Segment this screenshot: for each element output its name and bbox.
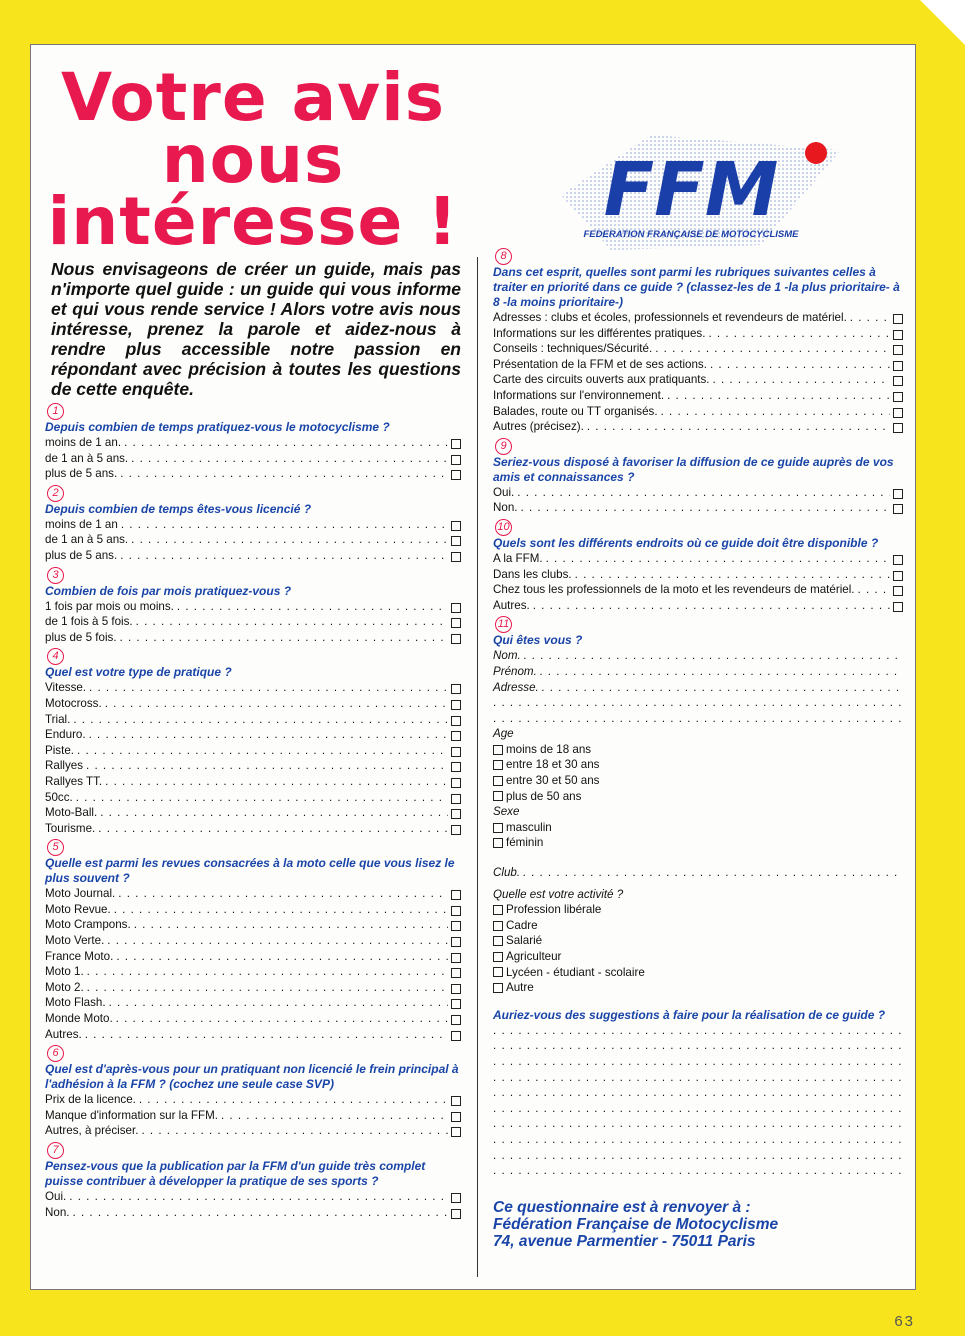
option-row[interactable]: Moto Verte. . . . xyxy=(45,933,461,949)
checkbox[interactable] xyxy=(451,1127,461,1137)
option-row[interactable]: Oui. . . . xyxy=(493,485,903,501)
question-text: Seriez-vous disposé à favoriser la diffusion de ce guide auprès de vos amis et connaissances ? xyxy=(493,454,894,484)
option-row[interactable]: Informations sur les différentes pratiques. . . . xyxy=(493,326,903,342)
option-row[interactable]: de 1 fois à 5 fois. . . . xyxy=(45,614,461,630)
option-row[interactable]: Autres. . . . xyxy=(493,598,903,614)
question-9 xyxy=(493,436,903,516)
option-row[interactable]: plus de 5 ans. . . . xyxy=(45,548,461,564)
option-row[interactable]: plus de 5 fois. . . . xyxy=(45,630,461,646)
option-row[interactable]: Prix de la licence. . . . xyxy=(45,1092,461,1108)
option-row[interactable]: Autres, à préciser. . . . xyxy=(45,1123,461,1139)
return-address xyxy=(493,1199,903,1250)
logo-dot xyxy=(805,142,827,164)
question-6 xyxy=(45,1043,461,1139)
option-row[interactable]: Moto Crampons. . . . xyxy=(45,917,461,933)
checkbox[interactable] xyxy=(451,536,461,546)
checkbox[interactable] xyxy=(451,999,461,1009)
checkbox[interactable] xyxy=(451,984,461,994)
option-row[interactable]: Moto Journal. . . . xyxy=(45,886,461,902)
activite-option[interactable]: Profession libérale xyxy=(493,902,903,918)
option-row[interactable]: Rallyes TT. . . . xyxy=(45,774,461,790)
option-row[interactable]: Moto Flash. . . . xyxy=(45,995,461,1011)
suggestions-lines[interactable] xyxy=(493,1023,903,1179)
option-row[interactable]: A la FFM. . . . xyxy=(493,551,903,567)
option-row[interactable]: moins de 1 an. . . . xyxy=(45,435,461,451)
option-row[interactable]: Dans les clubs. . . . xyxy=(493,567,903,583)
option-row[interactable]: Moto 2. . . . xyxy=(45,980,461,996)
option-row[interactable]: Autres. . . . xyxy=(45,1027,461,1043)
questionnaire-sheet xyxy=(30,44,916,1290)
question-text: Quel est d'après-vous pour un pratiquant non licencié le frein principal à l'adhésion à la FFM ? (cochez une seule case SVP) xyxy=(45,1062,459,1092)
checkbox[interactable] xyxy=(493,983,503,993)
checkbox[interactable] xyxy=(493,776,503,786)
question-number: 10 xyxy=(495,519,512,536)
checkbox[interactable] xyxy=(893,586,903,596)
question-text: Quel est votre type de pratique ? xyxy=(45,665,232,680)
checkbox[interactable] xyxy=(451,1112,461,1122)
option-row[interactable]: Oui. . . . xyxy=(45,1189,461,1205)
option-row[interactable]: Moto Revue. . . . xyxy=(45,902,461,918)
checkbox[interactable] xyxy=(893,330,903,340)
checkbox[interactable] xyxy=(451,906,461,916)
activite-option[interactable]: Lycéen - étudiant - scolaire xyxy=(493,965,903,981)
checkbox[interactable] xyxy=(493,921,503,931)
activite-option[interactable]: Agriculteur xyxy=(493,949,903,965)
return-line-2: Fédération Française de Motocyclisme xyxy=(493,1215,779,1233)
age-option[interactable]: moins de 18 ans xyxy=(493,742,903,758)
checkbox[interactable] xyxy=(493,791,503,801)
option-row[interactable]: Moto-Ball. . . . xyxy=(45,805,461,821)
nom-field[interactable]: Nom. . . . xyxy=(493,648,903,664)
option-row[interactable]: Balades, route ou TT organisés. . . . xyxy=(493,404,903,420)
checkbox[interactable] xyxy=(451,521,461,531)
checkbox[interactable] xyxy=(451,439,461,449)
question-8 xyxy=(493,246,903,435)
option-row[interactable]: Autres (précisez). . . . xyxy=(493,419,903,435)
question-1 xyxy=(45,401,461,482)
question-7 xyxy=(45,1140,461,1220)
option-row[interactable]: Carte des circuits ouverts aux pratiquants. . . . xyxy=(493,372,903,388)
option-row[interactable]: Piste. . . . xyxy=(45,743,461,759)
option-row[interactable]: 1 fois par mois ou moins. . . . xyxy=(45,599,461,615)
checkbox[interactable] xyxy=(893,361,903,371)
checkbox[interactable] xyxy=(451,825,461,835)
adresse-line[interactable] xyxy=(493,711,903,727)
prenom-field[interactable]: Prénom. . . . xyxy=(493,664,903,680)
checkbox[interactable] xyxy=(451,470,461,480)
option-row[interactable]: Conseils : techniques/Sécurité. . . . xyxy=(493,341,903,357)
checkbox[interactable] xyxy=(493,936,503,946)
checkbox[interactable] xyxy=(451,937,461,947)
adresse-line[interactable] xyxy=(493,695,903,711)
sexe-option[interactable]: féminin xyxy=(493,835,903,851)
checkbox[interactable] xyxy=(893,376,903,386)
activite-label: Quelle est votre activité ? xyxy=(493,887,624,901)
option-row[interactable]: Informations sur l'environnement. . . . xyxy=(493,388,903,404)
option-row[interactable]: France Moto. . . . xyxy=(45,949,461,965)
title-line-1: Votre avis xyxy=(60,59,446,136)
option-row[interactable]: plus de 5 ans. . . . xyxy=(45,466,461,482)
option-row[interactable]: Vitesse. . . . xyxy=(45,680,461,696)
question-number: 7 xyxy=(47,1142,64,1159)
checkbox[interactable] xyxy=(893,408,903,418)
question-number: 4 xyxy=(47,648,64,665)
adresse-field[interactable]: Adresse. . . . xyxy=(493,680,903,696)
checkbox[interactable] xyxy=(451,778,461,788)
checkbox[interactable] xyxy=(893,489,903,499)
option-row[interactable]: Non. . . . xyxy=(45,1205,461,1221)
option-row[interactable]: Trial. . . . xyxy=(45,712,461,728)
checkbox[interactable] xyxy=(451,809,461,819)
checkbox[interactable] xyxy=(451,1193,461,1203)
checkbox[interactable] xyxy=(493,905,503,915)
checkbox[interactable] xyxy=(893,423,903,433)
title-line-3: intéresse ! xyxy=(47,183,459,260)
question-text: Dans cet esprit, quelles sont parmi les rubriques suivantes celles à traiter en priorité dans ce guide ? (classez-les de 1 -la plus prioritaire- à 8 -la moins prioritaire-) xyxy=(493,265,900,309)
checkbox[interactable] xyxy=(493,838,503,848)
checkbox[interactable] xyxy=(493,745,503,755)
option-row[interactable]: Rallyes . . . xyxy=(45,758,461,774)
logo-subtitle: FEDERATION FRANÇAISE DE MOTOCYCLISME xyxy=(583,229,799,240)
checkbox[interactable] xyxy=(893,314,903,324)
checkbox[interactable] xyxy=(893,602,903,612)
question-3 xyxy=(45,565,461,646)
return-line-3: 74, avenue Parmentier - 75011 Paris xyxy=(493,1232,756,1250)
question-11 xyxy=(493,614,903,995)
question-text: Depuis combien de temps êtes-vous licencié ? xyxy=(45,501,312,516)
activite-option[interactable]: Autre xyxy=(493,980,903,996)
checkbox[interactable] xyxy=(451,747,461,757)
checkbox[interactable] xyxy=(451,700,461,710)
checkbox[interactable] xyxy=(451,794,461,804)
sexe-label: Sexe xyxy=(493,805,520,819)
checkbox[interactable] xyxy=(451,716,461,726)
option-row[interactable]: Chez tous les professionnels de la moto et les revendeurs de matériel. . . . xyxy=(493,582,903,598)
question-4 xyxy=(45,646,461,836)
question-text: Depuis combien de temps pratiquez-vous le motocyclisme ? xyxy=(45,420,390,434)
checkbox[interactable] xyxy=(451,968,461,978)
sexe-option[interactable]: masculin xyxy=(493,820,903,836)
option-row[interactable]: Non. . . . xyxy=(493,500,903,516)
age-option[interactable]: entre 18 et 30 ans xyxy=(493,757,903,773)
checkbox[interactable] xyxy=(451,731,461,741)
checkbox[interactable] xyxy=(893,392,903,402)
checkbox[interactable] xyxy=(451,603,461,613)
question-text: Quels sont les différents endroits où ce guide doit être disponible ? xyxy=(493,535,879,550)
checkbox[interactable] xyxy=(451,455,461,465)
checkbox[interactable] xyxy=(451,921,461,931)
right-column xyxy=(493,245,903,1250)
checkbox[interactable] xyxy=(893,345,903,355)
question-number: 5 xyxy=(47,839,64,856)
option-row[interactable]: Motocross. . . . xyxy=(45,696,461,712)
club-field[interactable]: Club. . . . xyxy=(493,865,903,881)
checkbox[interactable] xyxy=(451,762,461,772)
checkbox[interactable] xyxy=(451,552,461,562)
intro-text: Nous envisageons de créer un guide, mais pas n'importe quel guide : un guide qui vous informe et qui vous rende service ! Alors votre avis nous intéresse, prenez la parole et aidez-nous à rendre plus accessible notre passion en répondant avec précision à toutes les questions de cette enquête. xyxy=(51,259,461,399)
question-number: 11 xyxy=(495,616,512,633)
checkbox[interactable] xyxy=(451,890,461,900)
checkbox[interactable] xyxy=(451,1096,461,1106)
page-number: 63 xyxy=(894,1313,915,1330)
checkbox[interactable] xyxy=(493,967,503,977)
question-number: 9 xyxy=(495,438,512,455)
question-number: 2 xyxy=(47,485,64,502)
checkbox[interactable] xyxy=(451,953,461,963)
left-column xyxy=(45,53,461,1220)
checkbox[interactable] xyxy=(493,952,503,962)
option-row[interactable]: Tourisme. . . . xyxy=(45,821,461,837)
option-row[interactable]: Adresses : clubs et écoles, professionnels et revendeurs de matériel. . . . xyxy=(493,310,903,326)
title-line-2: nous xyxy=(161,121,345,198)
checkbox[interactable] xyxy=(893,555,903,565)
page-corner xyxy=(920,0,965,45)
page-title xyxy=(45,59,461,260)
option-row[interactable]: 50cc. . . . xyxy=(45,790,461,806)
checkbox[interactable] xyxy=(451,1209,461,1219)
question-text: Quelle est parmi les revues consacrées à la moto celle que vous lisez le plus souvent ? xyxy=(45,856,455,886)
question-2 xyxy=(45,483,461,564)
logo-text: FFM xyxy=(603,147,779,233)
checkbox[interactable] xyxy=(451,1031,461,1041)
checkbox[interactable] xyxy=(893,571,903,581)
question-5 xyxy=(45,837,461,1042)
checkbox[interactable] xyxy=(493,823,503,833)
question-number: 3 xyxy=(47,567,64,584)
age-label: Age xyxy=(493,727,514,741)
age-option[interactable]: entre 30 et 50 ans xyxy=(493,773,903,789)
option-row[interactable]: Enduro. . . . xyxy=(45,727,461,743)
option-row[interactable]: de 1 an à 5 ans. . . . xyxy=(45,451,461,467)
checkbox[interactable] xyxy=(451,684,461,694)
option-row[interactable]: Manque d'information sur la FFM. . . . xyxy=(45,1108,461,1124)
age-option[interactable]: plus de 50 ans xyxy=(493,789,903,805)
option-row[interactable]: Moto 1. . . . xyxy=(45,964,461,980)
checkbox[interactable] xyxy=(493,760,503,770)
activite-option[interactable]: Salarié xyxy=(493,933,903,949)
activite-option[interactable]: Cadre xyxy=(493,918,903,934)
question-text: Qui êtes vous ? xyxy=(493,633,583,648)
checkbox[interactable] xyxy=(451,1015,461,1025)
return-line-1: Ce questionnaire est à renvoyer à : xyxy=(493,1198,751,1216)
question-number: 6 xyxy=(47,1045,64,1062)
question-text: Pensez-vous que la publication par la FFM d'un guide très complet puisse contribuer à développer la pratique de ses sports ? xyxy=(45,1159,426,1188)
option-row[interactable]: moins de 1 an . . . xyxy=(45,517,461,533)
question-number: 8 xyxy=(495,248,512,265)
question-10 xyxy=(493,517,903,613)
checkbox[interactable] xyxy=(451,634,461,644)
column-divider xyxy=(477,257,478,1277)
ffm-logo xyxy=(541,115,841,255)
option-row[interactable]: de 1 an à 5 ans. . . . xyxy=(45,532,461,548)
question-text: Combien de fois par mois pratiquez-vous ? xyxy=(45,583,292,598)
option-row[interactable]: Monde Moto. . . . xyxy=(45,1011,461,1027)
question-number: 1 xyxy=(47,403,64,420)
checkbox[interactable] xyxy=(451,618,461,628)
option-row[interactable]: Présentation de la FFM et de ses actions. . . . xyxy=(493,357,903,373)
suggestions-question: Auriez-vous des suggestions à faire pour la réalisation de ce guide ? xyxy=(493,1007,886,1022)
checkbox[interactable] xyxy=(893,504,903,514)
